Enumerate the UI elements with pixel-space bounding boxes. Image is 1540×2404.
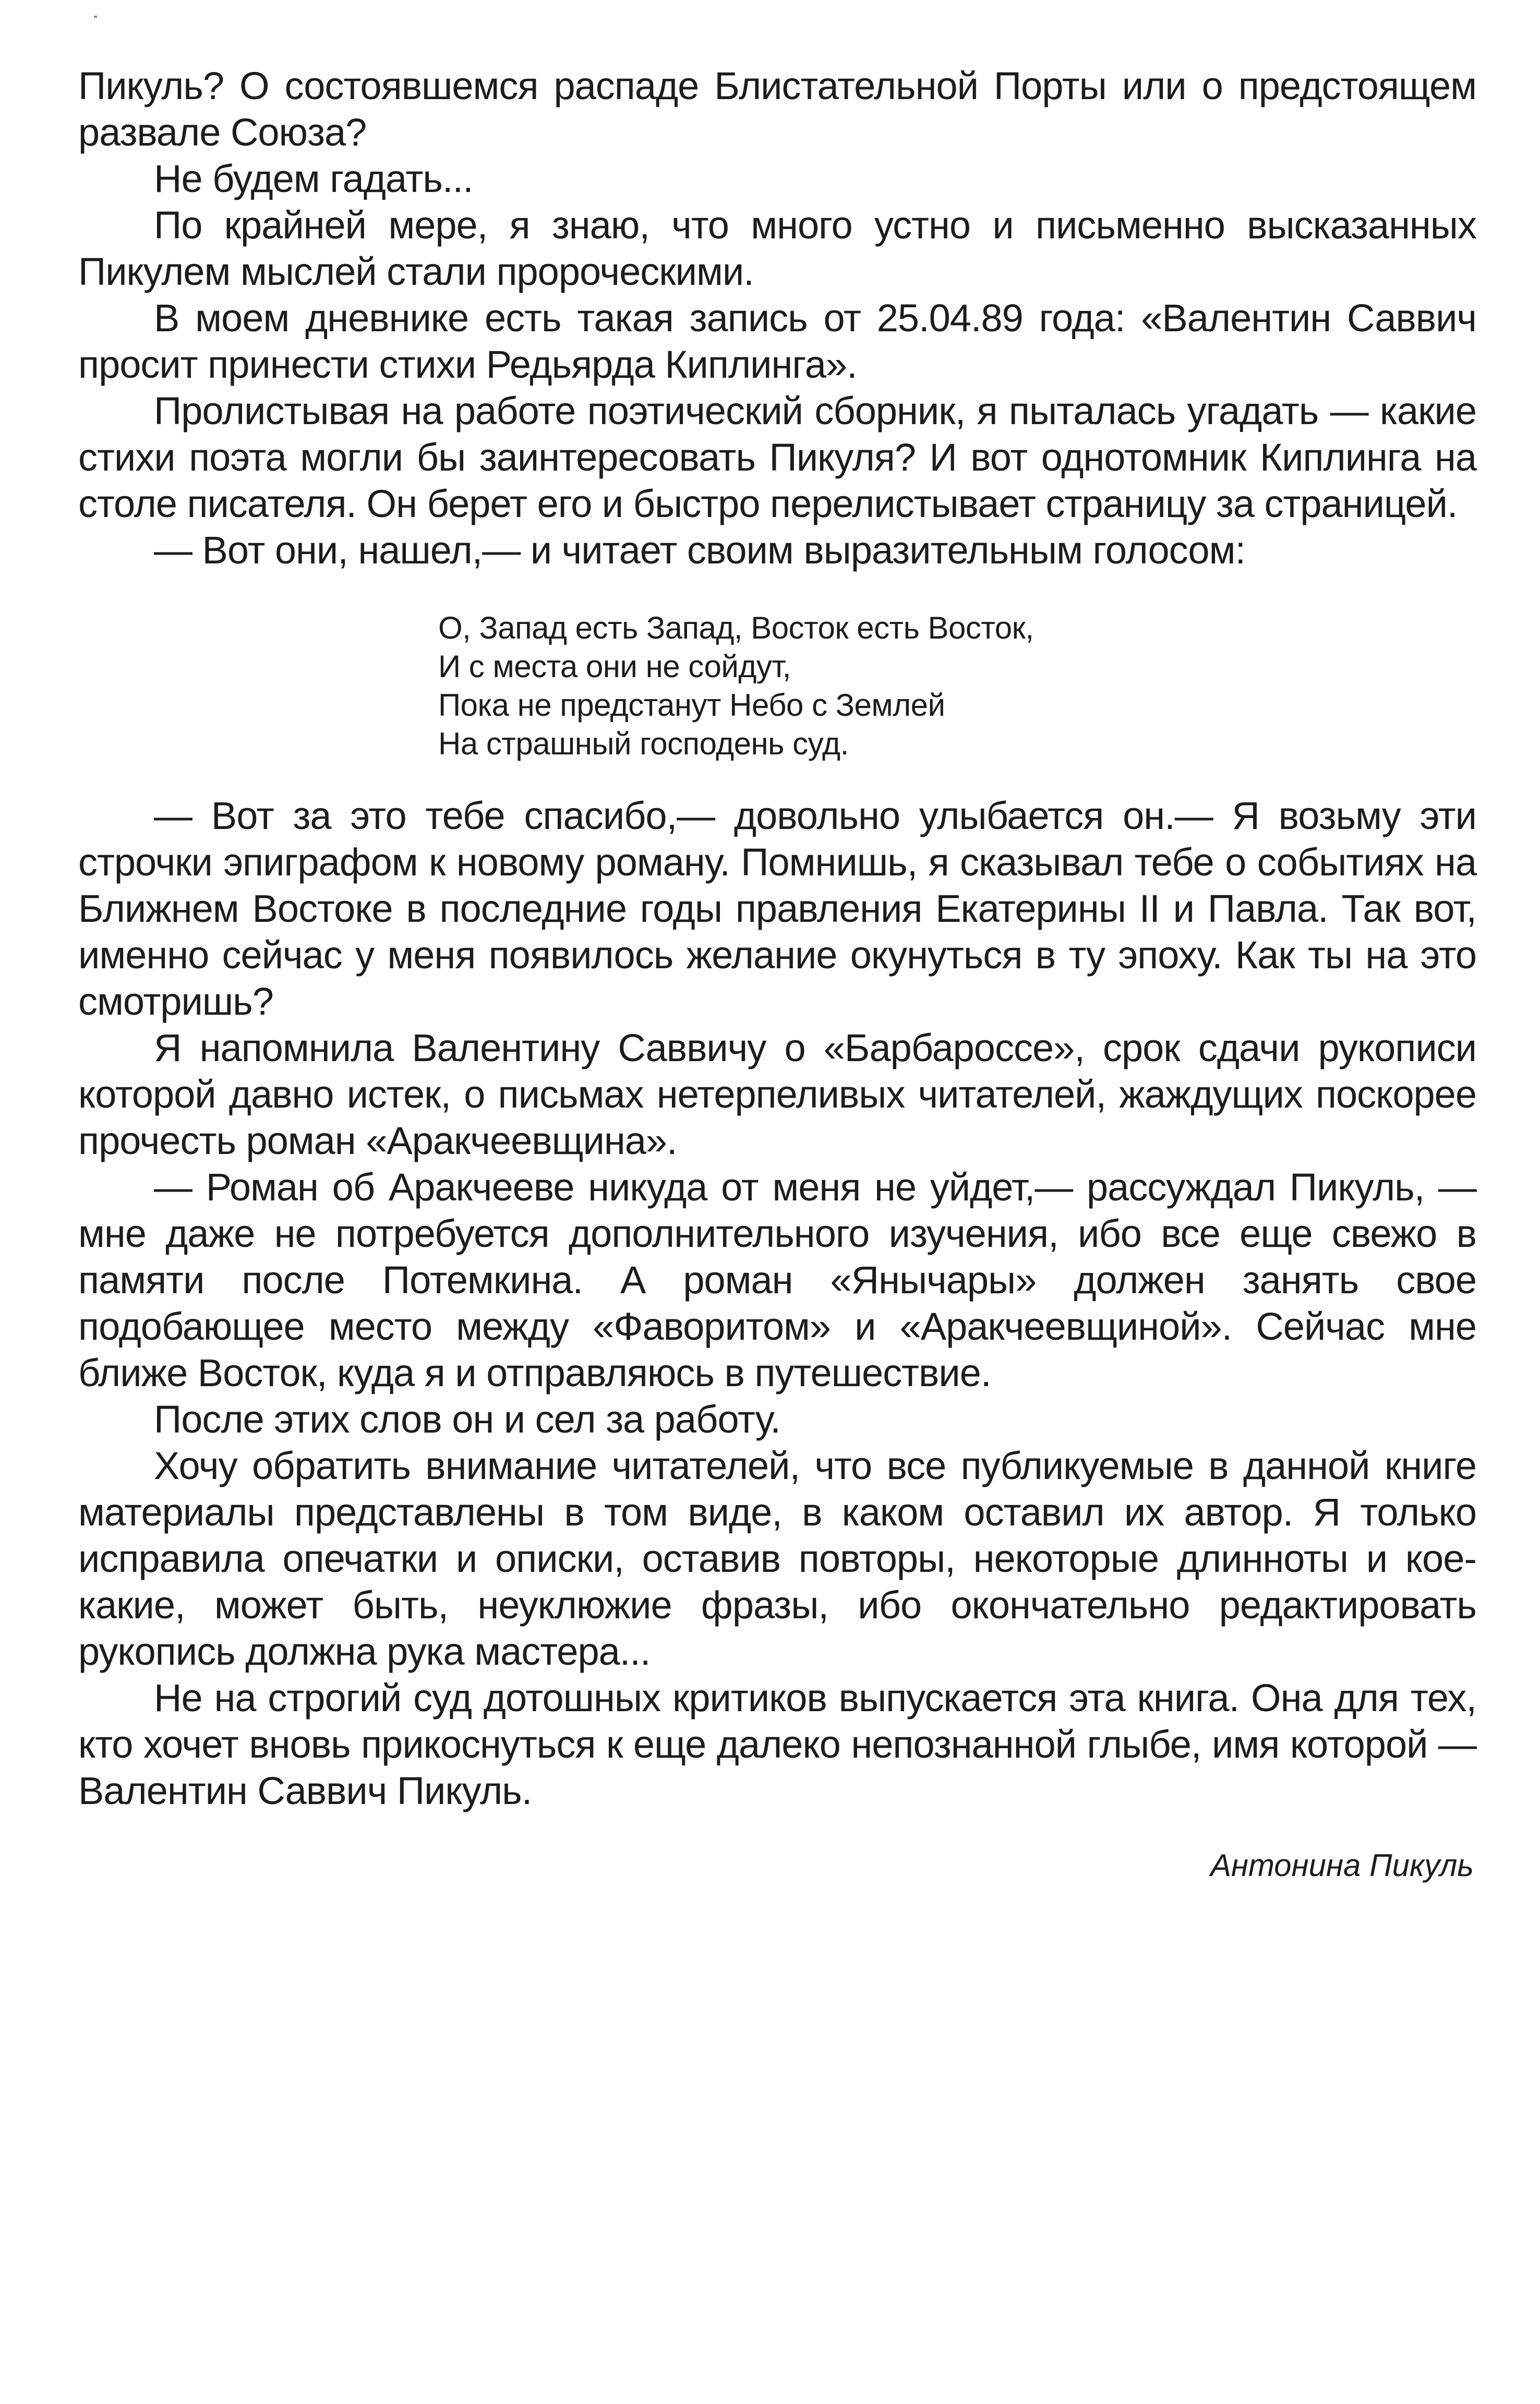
paragraph: — Вот за это тебе спасибо,— довольно улыбается он.— Я возьму эти строчки эпиграфом к новому роману. Помнишь, я сказывал тебе о событиях на Ближнем Востоке в последние годы правления Екатерины II и Павла. Так вот, именно сейчас у меня появилось желание окунуться в ту эпоху. Как ты на это смотришь? [78, 794, 1476, 1023]
paragraph: По крайней мере, я знаю, что много устно и письменно высказанных Пикулем мыслей стали пророческими. [78, 203, 1476, 293]
document-page [78, 63, 1476, 1885]
paragraph: Пикуль? О состоявшемся распаде Блистательной Порты или о предстоящем развале Союза? [78, 64, 1476, 154]
poem-epigraph [438, 609, 1476, 763]
paragraph: Хочу обратить внимание читателей, что все публикуемые в данной книге материалы представлены в том виде, в каком оставил их автор. Я только исправила опечатки и описки, оставив повторы, некоторые длинноты и кое-какие, может быть, неуклюжие фразы, ибо окончательно редактировать рукопись должна рука мастера... [78, 1444, 1476, 1673]
scan-mark [94, 16, 97, 18]
poem-line: И с места они не сойдут, [438, 649, 791, 684]
paragraph: — Роман об Аракчееве никуда от меня не уйдет,— рассуждал Пикуль, — мне даже не потребуется дополнительного изучения, ибо все еще свежо в памяти после Потемкина. А роман «Янычары» должен занять свое подобающее место между «Фаворитом» и «Аракчеевщиной». Сейчас мне ближе Восток, куда я и отправляюсь в путешествие. [78, 1165, 1476, 1395]
paragraph: — Вот они, нашел,— и читает своим выразительным голосом: [154, 528, 1246, 572]
poem-line: О, Запад есть Запад, Восток есть Восток, [438, 610, 1034, 645]
paragraph: Не на строгий суд дотошных критиков выпускается эта книга. Она для тех, кто хочет вновь прикоснуться к еще далеко непознанной глыбе, имя которой — Валентин Саввич Пикуль. [78, 1676, 1476, 1812]
paragraph: Пролистывая на работе поэтический сборник, я пыталась угадать — какие стихи поэта могли бы заинтересовать Пикуля? И вот однотомник Киплинга на столе писателя. Он берет его и быстро перелистывает страницу за страницей. [78, 389, 1476, 525]
paragraph: Не будем гадать... [154, 157, 473, 200]
paragraph: В моем дневнике есть такая запись от 25.04.89 года: «Валентин Саввич просит принести стихи Редьярда Киплинга». [78, 296, 1476, 386]
paragraph: После этих слов он и сел за работу. [154, 1398, 780, 1441]
paragraph: Я напомнила Валентину Саввичу о «Барбароссе», срок сдачи рукописи которой давно истек, о письмах нетерпеливых читателей, жаждущих поскорее прочесть роман «Аракчеевщина». [78, 1026, 1476, 1162]
author-signature: Антонина Пикуль [1210, 1848, 1474, 1883]
text-block-after-poem [78, 792, 1476, 1814]
text-block-before-poem [78, 63, 1476, 573]
poem-line: На страшный господень суд. [438, 726, 849, 761]
poem-line: Пока не предстанут Небо с Землей [438, 688, 945, 723]
